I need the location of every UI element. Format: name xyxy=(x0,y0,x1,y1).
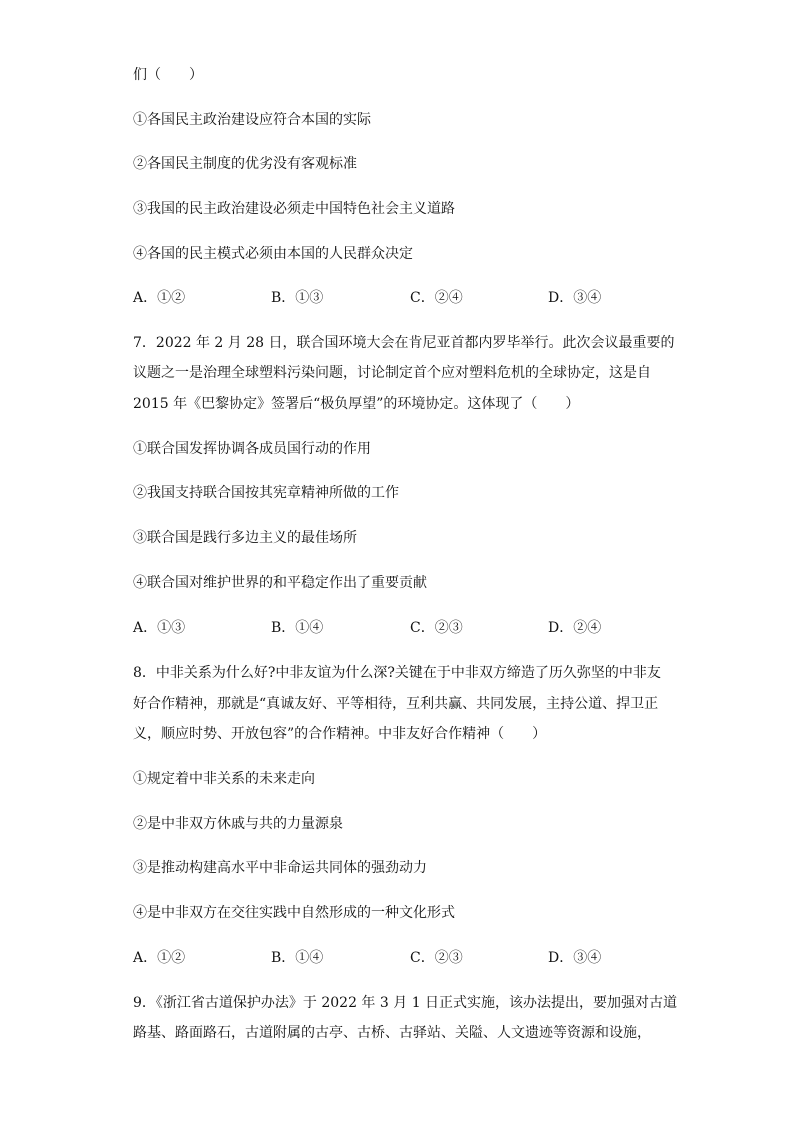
q8-option-a[interactable]: A．①② xyxy=(133,950,186,966)
q7-stem-line-1: 7．2022 年 2 月 28 日，联合国环境大会在肯尼亚首都内罗毕举行。此次会议最重要的 xyxy=(133,335,675,351)
q6-statement-2: ②各国民主制度的优劣没有客观标准 xyxy=(133,156,357,172)
q7-stem-line-2: 议题之一是治理全球塑料污染问题，讨论制定首个应对塑料危机的全球协定，这是自 xyxy=(133,365,651,381)
q6-option-b[interactable]: B．①③ xyxy=(271,290,324,306)
q6-statement-1: ①各国民主政治建设应符合本国的实际 xyxy=(133,112,371,128)
q8-stem-line-2: 好合作精神，那就是“真诚友好、平等相待，互利共赢、共同发展，主持公道、捍卫正 xyxy=(133,696,659,712)
q6-option-c[interactable]: C．②④ xyxy=(410,290,463,306)
q8-stem-line-1: 8．中非关系为什么好?中非友谊为什么深?关键在于中非双方缔造了历久弥坚的中非友 xyxy=(133,665,661,681)
q9-stem-line-2: 路基、路面路石，古道附属的古亭、古桥、古驿站、关隘、人文遗迹等资源和设施， xyxy=(133,1025,651,1041)
q7-statement-1: ①联合国发挥协调各成员国行动的作用 xyxy=(133,441,371,457)
q8-option-d[interactable]: D．③④ xyxy=(548,950,602,966)
q8-statement-1: ①规定着中非关系的未来走向 xyxy=(133,771,315,787)
q8-statement-4: ④是中非双方在交往实践中自然形成的一种文化形式 xyxy=(133,905,455,921)
q8-statement-3: ③是推动构建高水平中非命运共同体的强劲动力 xyxy=(133,860,427,876)
q7-option-a[interactable]: A．①③ xyxy=(133,620,186,636)
q7-option-c[interactable]: C．②③ xyxy=(410,620,463,636)
q8-option-b[interactable]: B．①④ xyxy=(271,950,324,966)
q6-stem-tail: 们（ ） xyxy=(133,67,203,83)
q8-statement-2: ②是中非双方休戚与共的力量源泉 xyxy=(133,816,343,832)
q9-stem-line-1: 9．《浙江省古道保护办法》于 2022 年 3 月 1 日正式实施，该办法提出，要加强对古道 xyxy=(133,995,678,1011)
q6-statement-4: ④各国的民主模式必须由本国的人民群众决定 xyxy=(133,246,413,262)
q7-option-b[interactable]: B．①④ xyxy=(271,620,324,636)
q8-stem-line-3: 义，顺应时势、开放包容”的合作精神。中非友好合作精神（ ） xyxy=(133,726,547,742)
q7-statement-3: ③联合国是践行多边主义的最佳场所 xyxy=(133,530,357,546)
q6-statement-3: ③我国的民主政治建设必须走中国特色社会主义道路 xyxy=(133,201,455,217)
q8-option-c[interactable]: C．②③ xyxy=(410,950,463,966)
q7-stem-line-3: 2015 年《巴黎协定》签署后“极负厚望”的环境协定。这体现了（ ） xyxy=(133,396,580,412)
q7-statement-2: ②我国支持联合国按其宪章精神所做的工作 xyxy=(133,485,399,501)
q7-statement-4: ④联合国对维护世界的和平稳定作出了重要贡献 xyxy=(133,575,427,591)
q6-option-a[interactable]: A．①② xyxy=(133,290,186,306)
q6-option-d[interactable]: D．③④ xyxy=(548,290,602,306)
q7-option-d[interactable]: D．②④ xyxy=(548,620,602,636)
